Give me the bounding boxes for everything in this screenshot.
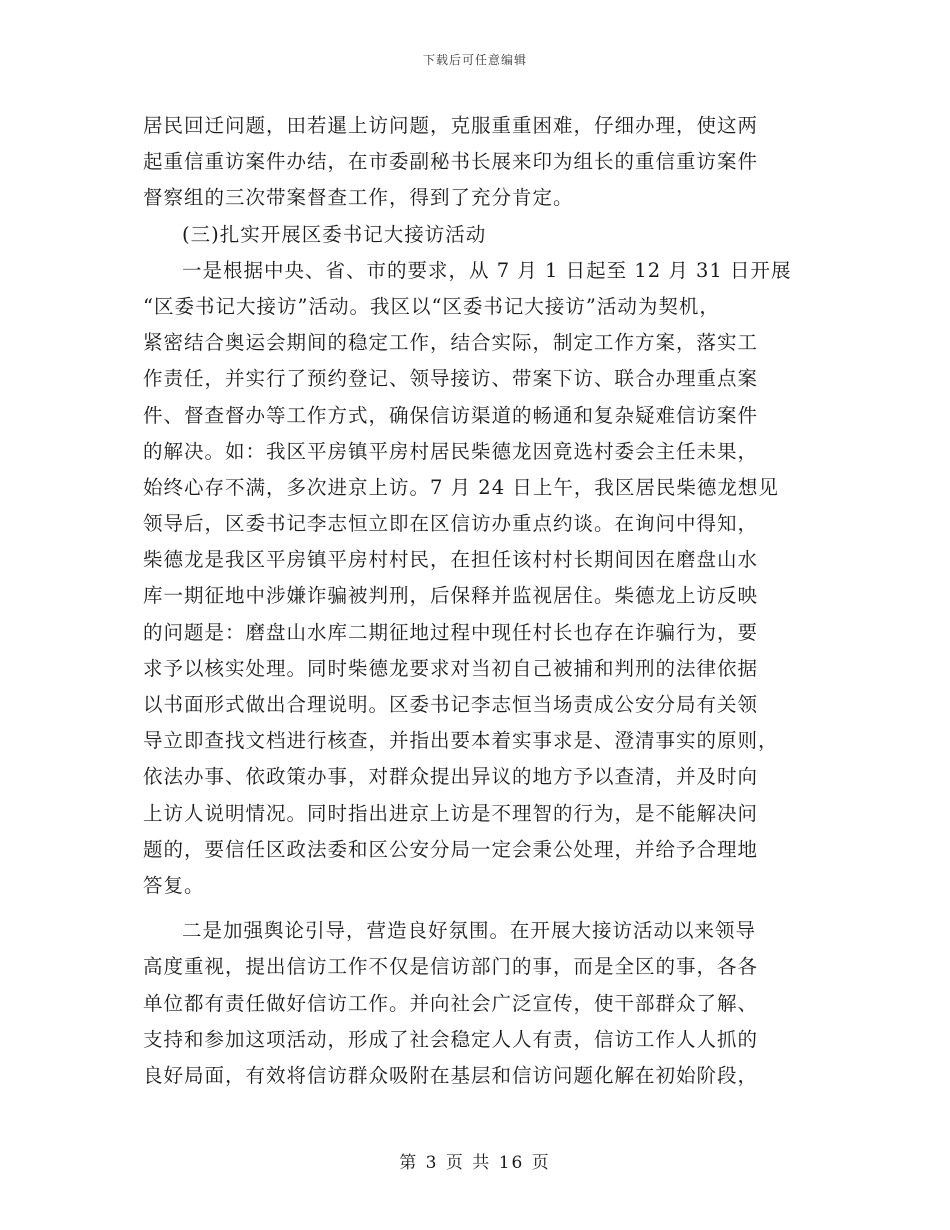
paragraph-line: 的解决。如：我区平房镇平房村居民柴德龙因竟选村委会主任未果， <box>143 439 759 463</box>
paragraph-line: 库一期征地中涉嫌诈骗被判刑，后保释并监视居住。柴德龙上访反映 <box>143 584 759 608</box>
paragraph-line: 支持和参加这项活动，形成了社会稳定人人有责，信访工作人人抓的 <box>143 1027 759 1051</box>
paragraph-line: 以书面形式做出合理说明。区委书记李志恒当场责成公安分局有关领 <box>143 693 759 716</box>
section-heading: (三)扎实开展区委书记大接访活动 <box>182 222 487 246</box>
paragraph-line: 督察组的三次带案督查工作，得到了充分肯定。 <box>143 186 574 210</box>
paragraph-line: 上访人说明情况。同时指出进京上访是不理智的行为，是不能解决问 <box>143 801 759 825</box>
paragraph-line: 始终心存不满，多次进京上访。7 月 24 日上午，我区居民柴德龙想见 <box>143 475 779 499</box>
paragraph-line: 单位都有责任做好信访工作。并向社会广泛宣传，使干部群众了解、 <box>143 991 759 1015</box>
paragraph-line: 居民回迁问题，田若暹上访问题，克服重重困难，仔细办理，使这两 <box>143 114 759 137</box>
page-number: 第 3 页 共 16 页 <box>399 1153 551 1173</box>
paragraph-line: 一是根据中央、省、市的要求，从 7 月 1 日起至 12 月 31 日开展 <box>182 258 792 282</box>
document-body <box>143 108 811 1094</box>
header-note: 下载后可任意编辑 <box>422 53 527 67</box>
paragraph-gap <box>143 904 811 913</box>
paragraph-line: 二是加强舆论引导，营造良好氛围。在开展大接访活动以来领导 <box>182 919 757 943</box>
paragraph-line: 柴德龙是我区平房镇平房村村民，在担任该村村长期间因在磨盘山水 <box>143 548 759 572</box>
paragraph-line: 求予以核实处理。同时柴德龙要求对当初自己被捕和判刑的法律依据 <box>143 656 759 680</box>
paragraph-line: 的问题是：磨盘山水库二期征地过程中现任村长也存在诈骗行为，要 <box>143 620 759 644</box>
paragraph-line: 依法办事、依政策办事，对群众提出异议的地方予以查清，并及时向 <box>143 765 759 789</box>
paragraph-line: 答复。 <box>143 873 205 897</box>
paragraph-line: 起重信重访案件办结，在市委副秘书长展来印为组长的重信重访案件 <box>143 150 759 174</box>
paragraph-line: 导立即查找文档进行核查，并指出要本着实事求是、澄清事实的原则， <box>143 729 779 753</box>
paragraph-line: 领导后，区委书记李志恒立即在区信访办重点约谈。在询问中得知， <box>143 512 759 536</box>
paragraph-line: 题的，要信任区政法委和区公安分局一定会秉公处理，并给予合理地 <box>143 837 759 861</box>
paragraph-line: 紧密结合奥运会期间的稳定工作，结合实际，制定工作方案，落实工 <box>143 331 759 355</box>
paragraph-line: 高度重视，提出信访工作不仅是信访部门的事，而是全区的事，各各 <box>143 955 759 979</box>
paragraph-line: “区委书记大接访”活动。我区以“区委书记大接访”活动为契机， <box>143 294 720 318</box>
paragraph-line: 作责任，并实行了预约登记、领导接访、带案下访、联合办理重点案 <box>143 367 759 391</box>
paragraph-line: 良好局面，有效将信访群众吸附在基层和信访问题化解在初始阶段， <box>143 1063 759 1087</box>
paragraph-line: 件、督查督办等工作方式，确保信访渠道的畅通和复杂疑难信访案件 <box>143 403 759 427</box>
